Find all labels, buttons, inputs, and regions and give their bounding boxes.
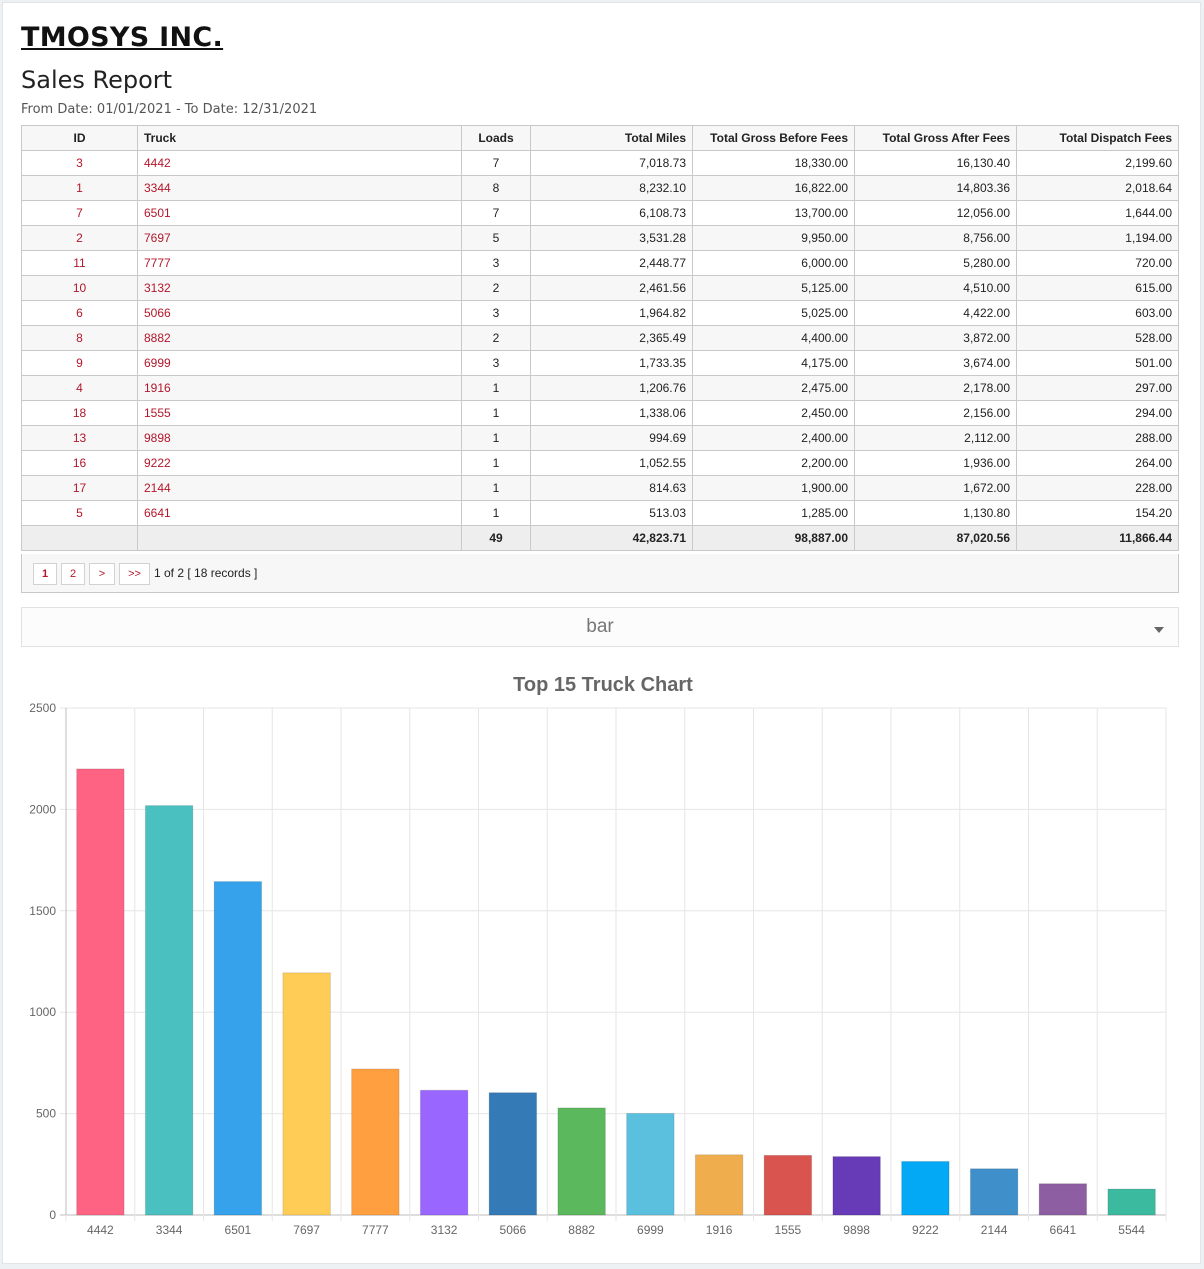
row-gross-after: 14,803.36	[855, 176, 1017, 201]
row-dispatch-fees: 501.00	[1017, 351, 1179, 376]
row-loads: 3	[462, 251, 531, 276]
next-page-button[interactable]: >	[89, 563, 115, 585]
row-gross-after: 3,674.00	[855, 351, 1017, 376]
row-gross-before: 5,125.00	[693, 276, 855, 301]
row-loads: 1	[462, 376, 531, 401]
row-gross-before: 2,200.00	[693, 451, 855, 476]
col-header-id[interactable]: ID	[22, 126, 138, 151]
x-tick-label: 1555	[774, 1223, 802, 1237]
row-loads: 1	[462, 426, 531, 451]
x-tick-label: 5066	[499, 1223, 527, 1237]
row-total-miles: 994.69	[531, 426, 693, 451]
row-truck[interactable]: 1555	[138, 401, 462, 426]
row-id[interactable]: 1	[22, 176, 138, 201]
row-dispatch-fees: 720.00	[1017, 251, 1179, 276]
row-id[interactable]: 3	[22, 151, 138, 176]
row-dispatch-fees: 2,018.64	[1017, 176, 1179, 201]
date-range: From Date: 01/01/2021 - To Date: 12/31/2021	[21, 102, 318, 117]
row-gross-after: 2,156.00	[855, 401, 1017, 426]
col-header-gross-after-fees[interactable]: Total Gross After Fees	[855, 126, 1017, 151]
row-gross-before: 18,330.00	[693, 151, 855, 176]
row-id[interactable]: 13	[22, 426, 138, 451]
row-gross-after: 12,056.00	[855, 201, 1017, 226]
row-loads: 7	[462, 151, 531, 176]
bar-1555[interactable]	[764, 1155, 811, 1215]
row-truck[interactable]: 6641	[138, 501, 462, 526]
y-tick-label: 500	[35, 1106, 56, 1121]
row-total-miles: 814.63	[531, 476, 693, 501]
row-gross-after: 1,936.00	[855, 451, 1017, 476]
row-gross-before: 2,475.00	[693, 376, 855, 401]
bar-9222[interactable]	[902, 1161, 949, 1215]
row-gross-after: 16,130.40	[855, 151, 1017, 176]
row-gross-before: 1,900.00	[693, 476, 855, 501]
row-gross-before: 4,175.00	[693, 351, 855, 376]
bar-5544[interactable]	[1108, 1189, 1155, 1215]
x-tick-label: 4442	[87, 1223, 114, 1237]
row-total-miles: 7,018.73	[531, 151, 693, 176]
row-truck[interactable]: 1916	[138, 376, 462, 401]
x-tick-label: 6999	[637, 1223, 664, 1237]
y-tick-label: 1500	[29, 903, 56, 918]
row-gross-before: 5,025.00	[693, 301, 855, 326]
row-dispatch-fees: 1,194.00	[1017, 226, 1179, 251]
x-tick-label: 1916	[705, 1223, 733, 1237]
bar-6999[interactable]	[627, 1113, 674, 1215]
row-id[interactable]: 11	[22, 251, 138, 276]
row-loads: 5	[462, 226, 531, 251]
row-truck[interactable]: 9222	[138, 451, 462, 476]
row-truck[interactable]: 9898	[138, 426, 462, 451]
row-gross-before: 13,700.00	[693, 201, 855, 226]
bar-9898[interactable]	[833, 1157, 880, 1215]
row-total-miles: 8,232.10	[531, 176, 693, 201]
bar-6641[interactable]	[1039, 1184, 1086, 1215]
row-gross-after: 1,130.80	[855, 501, 1017, 526]
bar-7777[interactable]	[352, 1069, 399, 1215]
x-tick-label: 3132	[430, 1223, 458, 1237]
row-gross-before: 1,285.00	[693, 501, 855, 526]
page-2-button[interactable]: 2	[61, 563, 85, 585]
row-id[interactable]: 10	[22, 276, 138, 301]
row-gross-after: 8,756.00	[855, 226, 1017, 251]
row-loads: 1	[462, 451, 531, 476]
bar-8882[interactable]	[558, 1108, 605, 1215]
x-tick-label: 2144	[980, 1223, 1008, 1237]
row-dispatch-fees: 528.00	[1017, 326, 1179, 351]
y-tick-label: 1000	[29, 1005, 56, 1020]
y-tick-label: 2500	[29, 701, 56, 715]
row-dispatch-fees: 154.20	[1017, 501, 1179, 526]
row-dispatch-fees: 228.00	[1017, 476, 1179, 501]
row-id[interactable]: 7	[22, 201, 138, 226]
x-tick-label: 6641	[1049, 1223, 1077, 1237]
y-tick-label: 2000	[29, 802, 56, 817]
x-tick-label: 5544	[1118, 1223, 1145, 1237]
row-gross-after: 2,112.00	[855, 426, 1017, 451]
row-dispatch-fees: 1,644.00	[1017, 201, 1179, 226]
row-id[interactable]: 8	[22, 326, 138, 351]
x-tick-label: 6501	[224, 1223, 252, 1237]
col-header-gross-before-fees[interactable]: Total Gross Before Fees	[693, 126, 855, 151]
row-dispatch-fees: 615.00	[1017, 276, 1179, 301]
x-tick-label: 3344	[155, 1223, 183, 1237]
report-title: Sales Report	[21, 66, 173, 94]
page-1-button[interactable]: 1	[33, 563, 57, 585]
row-loads: 8	[462, 176, 531, 201]
row-loads: 1	[462, 401, 531, 426]
row-truck[interactable]: 2144	[138, 476, 462, 501]
row-gross-after: 1,672.00	[855, 476, 1017, 501]
col-header-total-miles[interactable]: Total Miles	[531, 126, 693, 151]
x-tick-label: 7777	[362, 1223, 389, 1237]
row-dispatch-fees: 294.00	[1017, 401, 1179, 426]
row-gross-before: 4,400.00	[693, 326, 855, 351]
row-gross-after: 5,280.00	[855, 251, 1017, 276]
row-truck[interactable]: 6501	[138, 201, 462, 226]
row-id[interactable]: 2	[22, 226, 138, 251]
row-truck[interactable]: 4442	[138, 151, 462, 176]
totals-gross-after: 87,020.56	[855, 526, 1017, 551]
row-loads: 7	[462, 201, 531, 226]
y-tick-label: 0	[49, 1208, 56, 1222]
row-id[interactable]: 6	[22, 301, 138, 326]
row-truck[interactable]: 7697	[138, 226, 462, 251]
row-truck[interactable]: 6999	[138, 351, 462, 376]
row-total-miles: 1,052.55	[531, 451, 693, 476]
chart-type-value: bar	[586, 616, 614, 637]
row-gross-before: 16,822.00	[693, 176, 855, 201]
company-name: TMOSYS INC.	[21, 22, 224, 53]
row-gross-after: 4,510.00	[855, 276, 1017, 301]
col-header-loads[interactable]: Loads	[462, 126, 531, 151]
col-header-truck[interactable]: Truck	[138, 126, 462, 151]
row-dispatch-fees: 297.00	[1017, 376, 1179, 401]
row-total-miles: 1,964.82	[531, 301, 693, 326]
row-total-miles: 1,206.76	[531, 376, 693, 401]
row-gross-before: 6,000.00	[693, 251, 855, 276]
row-id[interactable]: 9	[22, 351, 138, 376]
row-total-miles: 1,733.35	[531, 351, 693, 376]
bar-5066[interactable]	[489, 1093, 536, 1215]
x-tick-label: 7697	[293, 1223, 320, 1237]
row-dispatch-fees: 288.00	[1017, 426, 1179, 451]
row-gross-before: 2,400.00	[693, 426, 855, 451]
totals-gross-before: 98,887.00	[693, 526, 855, 551]
row-total-miles: 2,448.77	[531, 251, 693, 276]
row-gross-after: 2,178.00	[855, 376, 1017, 401]
col-header-dispatch-fees[interactable]: Total Dispatch Fees	[1017, 126, 1179, 151]
totals-loads: 49	[462, 526, 531, 551]
row-gross-before: 2,450.00	[693, 401, 855, 426]
row-total-miles: 2,365.49	[531, 326, 693, 351]
last-page-button[interactable]: >>	[119, 563, 150, 585]
bar-3344[interactable]	[145, 806, 192, 1215]
row-total-miles: 513.03	[531, 501, 693, 526]
row-id[interactable]: 17	[22, 476, 138, 501]
row-loads: 2	[462, 326, 531, 351]
row-truck[interactable]: 3344	[138, 176, 462, 201]
row-id[interactable]: 16	[22, 451, 138, 476]
row-loads: 3	[462, 301, 531, 326]
row-gross-after: 3,872.00	[855, 326, 1017, 351]
row-truck[interactable]: 5066	[138, 301, 462, 326]
row-loads: 1	[462, 476, 531, 501]
row-id[interactable]: 4	[22, 376, 138, 401]
row-gross-after: 4,422.00	[855, 301, 1017, 326]
row-truck[interactable]: 7777	[138, 251, 462, 276]
row-truck[interactable]: 3132	[138, 276, 462, 301]
row-dispatch-fees: 603.00	[1017, 301, 1179, 326]
row-id[interactable]: 5	[22, 501, 138, 526]
chart-title: Top 15 Truck Chart	[513, 674, 693, 696]
bar-7697[interactable]	[283, 973, 330, 1215]
row-total-miles: 1,338.06	[531, 401, 693, 426]
row-id[interactable]: 18	[22, 401, 138, 426]
row-dispatch-fees: 2,199.60	[1017, 151, 1179, 176]
x-tick-label: 9222	[912, 1223, 939, 1237]
totals-miles: 42,823.71	[531, 526, 693, 551]
row-loads: 1	[462, 501, 531, 526]
row-loads: 2	[462, 276, 531, 301]
pagination-info: 1 of 2 [ 18 records ]	[154, 566, 258, 580]
row-total-miles: 2,461.56	[531, 276, 693, 301]
row-truck[interactable]: 8882	[138, 326, 462, 351]
bar-1916[interactable]	[695, 1155, 742, 1215]
row-gross-before: 9,950.00	[693, 226, 855, 251]
bar-6501[interactable]	[214, 882, 261, 1215]
x-tick-label: 9898	[843, 1223, 870, 1237]
row-total-miles: 6,108.73	[531, 201, 693, 226]
bar-3132[interactable]	[420, 1090, 467, 1215]
row-loads: 3	[462, 351, 531, 376]
row-dispatch-fees: 264.00	[1017, 451, 1179, 476]
x-tick-label: 8882	[568, 1223, 595, 1237]
totals-dispatch-fees: 11,866.44	[1017, 526, 1179, 551]
row-total-miles: 3,531.28	[531, 226, 693, 251]
bar-4442[interactable]	[77, 769, 124, 1215]
bar-2144[interactable]	[970, 1169, 1017, 1215]
